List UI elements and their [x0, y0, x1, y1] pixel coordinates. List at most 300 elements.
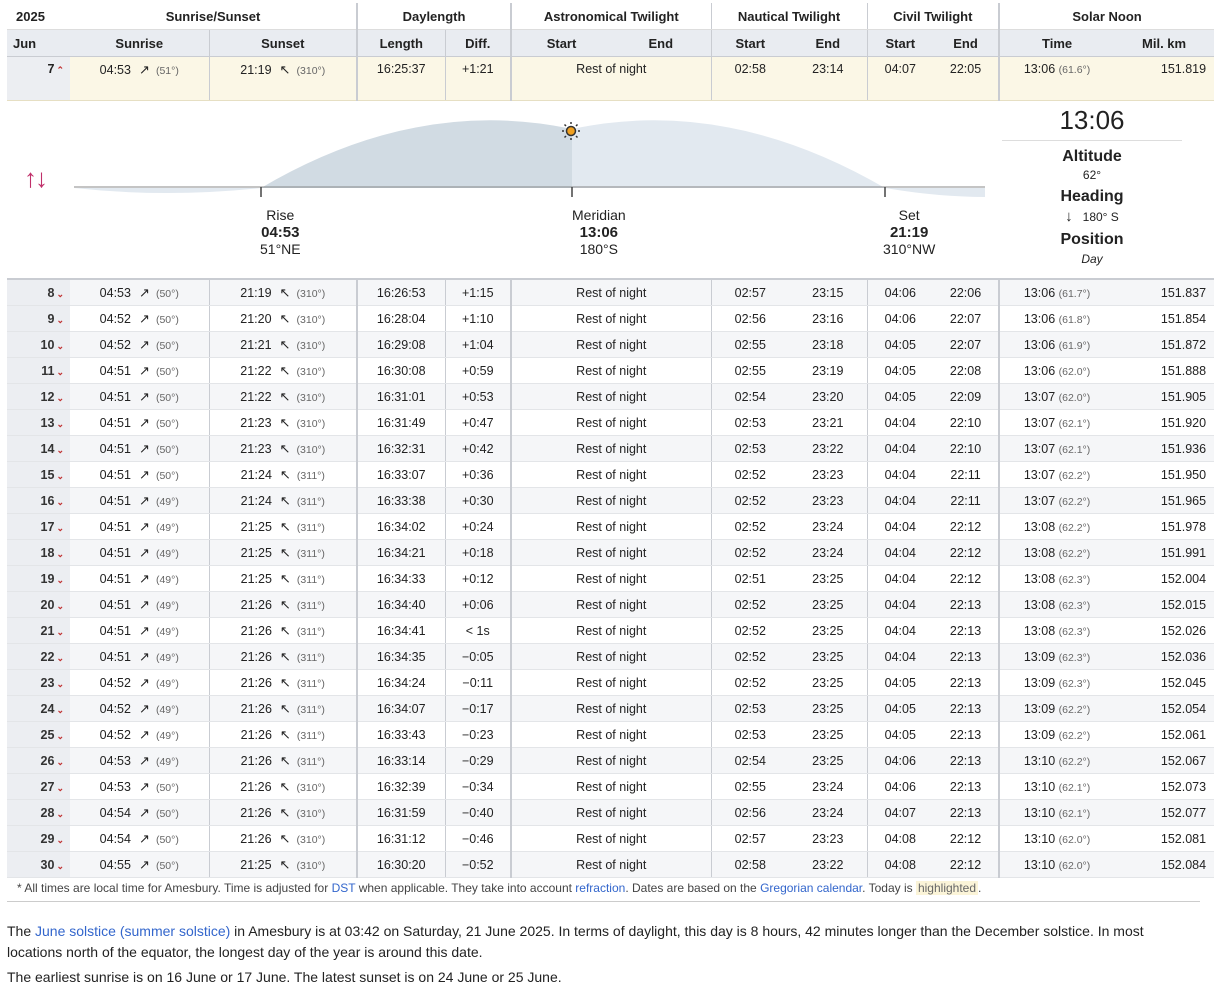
- expand-icon: ⌄: [56, 418, 64, 429]
- day-row[interactable]: [7, 592, 1214, 618]
- day-toggle[interactable]: [7, 774, 70, 800]
- distance-cell: 151.888: [1114, 358, 1214, 384]
- sunset-azimuth: (311°): [296, 677, 325, 690]
- day-row[interactable]: [7, 618, 1214, 644]
- sunset-cell: [209, 696, 357, 722]
- sunrise-azimuth: (51°): [155, 65, 179, 77]
- sunset-arrow-icon: ↖: [279, 648, 291, 664]
- day-row[interactable]: [7, 748, 1214, 774]
- sunset-azimuth: (310°): [296, 781, 326, 794]
- sunrise-arrow-icon: ↗: [138, 622, 150, 638]
- sunrise-time: 04:52: [99, 337, 131, 352]
- noon-altitude: (62.0°): [1058, 365, 1091, 378]
- day-row[interactable]: [7, 800, 1214, 826]
- day-number: 25: [40, 727, 55, 742]
- expand-icon: ⌄: [56, 340, 64, 351]
- day-toggle[interactable]: [7, 644, 70, 670]
- nautical-start-cell: 02:52: [711, 514, 789, 540]
- heading-label: Heading: [1060, 188, 1124, 205]
- day-toggle[interactable]: [7, 852, 70, 878]
- noon-cell: [999, 800, 1114, 826]
- sunrise-cell: [70, 540, 209, 566]
- sunrise-azimuth: (49°): [155, 521, 179, 534]
- noon-altitude: (62.1°): [1058, 417, 1091, 430]
- day-toggle[interactable]: [7, 410, 70, 436]
- sunrise-azimuth: (50°): [155, 313, 179, 326]
- day-toggle[interactable]: [7, 57, 70, 101]
- day-number: 7: [47, 62, 55, 76]
- diff-cell: +0:30: [445, 488, 511, 514]
- noon-cell: [999, 306, 1114, 332]
- day-toggle[interactable]: [7, 722, 70, 748]
- sunrise-arrow-icon: ↗: [138, 830, 150, 846]
- noon-altitude: (62.2°): [1058, 755, 1091, 768]
- distance-cell: 152.077: [1114, 800, 1214, 826]
- footnote-text: [17, 881, 981, 895]
- noon-cell: [999, 514, 1114, 540]
- day-row[interactable]: [7, 644, 1214, 670]
- nautical-start-cell: 02:57: [711, 279, 789, 306]
- noon-altitude: (62.2°): [1058, 521, 1091, 534]
- day-row[interactable]: [7, 488, 1214, 514]
- sunset-azimuth: (310°): [296, 833, 326, 846]
- sunrise-col-header: Sunrise: [70, 30, 209, 57]
- day-toggle[interactable]: [7, 332, 70, 358]
- nautical-start-cell: 02:56: [711, 800, 789, 826]
- day-toggle[interactable]: [7, 540, 70, 566]
- civil-start-cell: 04:05: [867, 670, 933, 696]
- sunset-time: 21:26: [240, 649, 272, 664]
- civil-start-cell: 04:05: [867, 722, 933, 748]
- noon-altitude: (62.2°): [1058, 495, 1091, 508]
- sunset-arrow-icon: ↖: [279, 284, 291, 300]
- noon-cell: [999, 774, 1114, 800]
- length-cell: 16:33:38: [357, 488, 445, 514]
- day-toggle[interactable]: [7, 696, 70, 722]
- length-cell: 16:34:07: [357, 696, 445, 722]
- nautical-start-header: Start: [711, 30, 789, 57]
- set-direction: 310°NW: [883, 241, 936, 257]
- day-toggle[interactable]: [7, 592, 70, 618]
- day-row[interactable]: [7, 384, 1214, 410]
- distance-cell: 152.061: [1114, 722, 1214, 748]
- noon-cell: [999, 540, 1114, 566]
- meridian-label-group: [572, 207, 626, 258]
- day-row[interactable]: [7, 826, 1214, 852]
- diff-cell: +0:36: [445, 462, 511, 488]
- noon-time: 13:07: [1023, 441, 1056, 456]
- sunrise-azimuth: (50°): [155, 391, 179, 404]
- noon-time: 13:07: [1023, 415, 1056, 430]
- expand-icon: ⌄: [56, 626, 64, 637]
- noon-altitude: (62.1°): [1058, 443, 1091, 456]
- nautical-end-cell: 23:16: [789, 306, 867, 332]
- astro-cell: Rest of night: [511, 540, 711, 566]
- sunset-time: 21:23: [240, 441, 272, 456]
- sunrise-azimuth: (49°): [155, 599, 179, 612]
- nautical-end-cell: 23:25: [789, 670, 867, 696]
- sunset-cell: [209, 540, 357, 566]
- noon-cell: [999, 670, 1114, 696]
- set-label: Set: [898, 207, 920, 223]
- june-solstice-link[interactable]: June solstice (summer solstice): [35, 923, 231, 939]
- diff-cell: −0:29: [445, 748, 511, 774]
- dst-link[interactable]: DST: [331, 881, 356, 895]
- footnote-part: . Dates are based on the: [625, 881, 761, 895]
- day-number: 12: [40, 389, 55, 404]
- sunset-time: 21:26: [240, 623, 272, 638]
- sunset-time: 21:22: [240, 363, 272, 378]
- day-row[interactable]: [7, 722, 1214, 748]
- nautical-end-cell: 23:25: [789, 592, 867, 618]
- noon-time: 13:06: [1023, 62, 1056, 76]
- distance-cell: 152.004: [1114, 566, 1214, 592]
- astro-cell: Rest of night: [511, 306, 711, 332]
- noon-cell: [999, 57, 1114, 101]
- noon-time: 13:09: [1023, 675, 1056, 690]
- sunrise-cell: [70, 826, 209, 852]
- nautical-end-cell: 23:19: [789, 358, 867, 384]
- day-row[interactable]: [7, 306, 1214, 332]
- sunrise-time: 04:52: [99, 727, 131, 742]
- noon-time: 13:09: [1023, 701, 1056, 716]
- noon-altitude: (61.9°): [1058, 339, 1091, 352]
- sun-path-fill-afternoon: [572, 120, 985, 197]
- length-cell: 16:34:33: [357, 566, 445, 592]
- sunrise-time: 04:51: [99, 649, 131, 664]
- expand-icon: ⌄: [56, 366, 64, 377]
- nautical-end-cell: 23:25: [789, 696, 867, 722]
- noon-cell: [999, 436, 1114, 462]
- diff-cell: +1:04: [445, 332, 511, 358]
- sunset-cell: [209, 592, 357, 618]
- heading-arrow-icon: ↓: [1065, 208, 1073, 225]
- nautical-end-cell: 23:22: [789, 852, 867, 878]
- day-toggle[interactable]: [7, 358, 70, 384]
- sunrise-cell: [70, 774, 209, 800]
- distance-cell: 152.081: [1114, 826, 1214, 852]
- sunrise-arrow-icon: ↗: [138, 440, 150, 456]
- sunrise-arrow-icon: ↗: [138, 336, 150, 352]
- day-toggle[interactable]: [7, 488, 70, 514]
- day-row[interactable]: [7, 696, 1214, 722]
- nautical-start-cell: 02:54: [711, 748, 789, 774]
- distance-cell: 151.872: [1114, 332, 1214, 358]
- sunset-time: 21:26: [240, 753, 272, 768]
- day-number: 26: [40, 753, 55, 768]
- diff-cell: −0:46: [445, 826, 511, 852]
- altitude-value: 62°: [1082, 168, 1102, 182]
- expand-icon: ⌄: [56, 652, 64, 663]
- day-toggle[interactable]: [7, 384, 70, 410]
- length-cell: 16:31:01: [357, 384, 445, 410]
- civil-start-cell: 04:05: [867, 696, 933, 722]
- sunrise-cell: [70, 696, 209, 722]
- noon-cell: [999, 722, 1114, 748]
- noon-altitude: (61.8°): [1058, 313, 1091, 326]
- day-row[interactable]: [7, 670, 1214, 696]
- civil-start-cell: 04:06: [867, 279, 933, 306]
- noon-cell: [999, 852, 1114, 878]
- day-row[interactable]: [7, 332, 1214, 358]
- length-cell: 16:29:08: [357, 332, 445, 358]
- sunrise-arrow-icon: ↗: [138, 492, 150, 508]
- day-row[interactable]: [7, 774, 1214, 800]
- civil-end-cell: 22:08: [933, 358, 999, 384]
- sunrise-time: 04:51: [99, 363, 131, 378]
- diff-cell: +0:59: [445, 358, 511, 384]
- meridian-direction: 180°S: [579, 241, 618, 257]
- day-row[interactable]: [7, 540, 1214, 566]
- nautical-end-cell: 23:22: [789, 436, 867, 462]
- sunrise-azimuth: (49°): [155, 625, 179, 638]
- civil-start-cell: 04:04: [867, 514, 933, 540]
- day-toggle[interactable]: [7, 748, 70, 774]
- noon-cell: [999, 644, 1114, 670]
- position-value: Day: [1081, 252, 1103, 266]
- length-cell: 16:34:35: [357, 644, 445, 670]
- sunrise-azimuth: (50°): [155, 859, 179, 872]
- civil-end-cell: 22:11: [933, 488, 999, 514]
- diff-cell: +0:47: [445, 410, 511, 436]
- sunset-cell: [209, 618, 357, 644]
- day-toggle[interactable]: [7, 800, 70, 826]
- length-cell: 16:28:04: [357, 306, 445, 332]
- astro-end-header: End: [611, 30, 711, 57]
- sunset-time: 21:19: [240, 285, 272, 300]
- day-row[interactable]: [7, 410, 1214, 436]
- nautical-start-cell: 02:53: [711, 410, 789, 436]
- sunset-cell: [209, 800, 357, 826]
- distance-cell: 151.920: [1114, 410, 1214, 436]
- length-cell: 16:33:14: [357, 748, 445, 774]
- civil-end-cell: 22:05: [933, 57, 999, 101]
- sunset-arrow-icon: ↖: [279, 362, 291, 378]
- day-toggle[interactable]: [7, 279, 70, 306]
- sunset-arrow-icon: ↖: [279, 804, 291, 820]
- noon-altitude: (62.3°): [1058, 677, 1091, 690]
- diff-cell: −0:34: [445, 774, 511, 800]
- expand-icon: ⌄: [56, 782, 64, 793]
- day-toggle[interactable]: [7, 462, 70, 488]
- sunrise-arrow-icon: ↗: [138, 310, 150, 326]
- civil-start-cell: 04:07: [867, 800, 933, 826]
- sunset-azimuth: (311°): [296, 495, 325, 508]
- sunset-time: 21:26: [240, 727, 272, 742]
- day-row[interactable]: [7, 566, 1214, 592]
- distance-cell: 151.905: [1114, 384, 1214, 410]
- expand-icon: ⌄: [56, 704, 64, 715]
- day-number: 28: [40, 805, 55, 820]
- day-toggle[interactable]: [7, 826, 70, 852]
- astro-cell: Rest of night: [511, 800, 711, 826]
- expand-icon: ⌄: [56, 808, 64, 819]
- sunset-arrow-icon: ↖: [279, 466, 291, 482]
- today-row[interactable]: [7, 57, 1214, 101]
- diff-cell: +0:42: [445, 436, 511, 462]
- sunrise-cell: [70, 358, 209, 384]
- sunrise-cell: [70, 748, 209, 774]
- nautical-end-cell: 23:18: [789, 332, 867, 358]
- footnote-part: . Today is: [862, 881, 916, 895]
- diff-cell: +0:18: [445, 540, 511, 566]
- month-header: Jun: [7, 30, 70, 57]
- day-number: 13: [40, 415, 55, 430]
- astro-cell: Rest of night: [511, 358, 711, 384]
- day-number: 22: [40, 649, 55, 664]
- sunrise-time: 04:51: [99, 519, 131, 534]
- day-row[interactable]: [7, 852, 1214, 878]
- sunset-azimuth: (311°): [296, 573, 325, 586]
- civil-end-cell: 22:12: [933, 826, 999, 852]
- sort-toggle-icon[interactable]: ↑↓: [24, 163, 46, 193]
- civil-start-cell: 04:04: [867, 540, 933, 566]
- nautical-start-cell: 02:52: [711, 462, 789, 488]
- sunrise-time: 04:51: [99, 493, 131, 508]
- sunrise-arrow-icon: ↗: [138, 466, 150, 482]
- sunset-time: 21:26: [240, 597, 272, 612]
- length-cell: 16:32:31: [357, 436, 445, 462]
- nautical-end-header: End: [789, 30, 867, 57]
- sunset-time: 21:22: [240, 389, 272, 404]
- sunset-time: 21:26: [240, 779, 272, 794]
- civil-start-cell: 04:05: [867, 358, 933, 384]
- noon-time: 13:10: [1023, 857, 1056, 872]
- day-toggle[interactable]: [7, 436, 70, 462]
- distance-cell: 151.936: [1114, 436, 1214, 462]
- length-cell: 16:34:21: [357, 540, 445, 566]
- solar-noon-header: Solar Noon: [999, 3, 1214, 30]
- noon-cell: [999, 696, 1114, 722]
- sunrise-azimuth: (50°): [155, 807, 179, 820]
- diff-cell: −0:17: [445, 696, 511, 722]
- expand-icon: ⌄: [56, 574, 64, 585]
- length-cell: 16:26:53: [357, 279, 445, 306]
- civil-end-cell: 22:12: [933, 852, 999, 878]
- nautical-end-cell: 23:24: [789, 774, 867, 800]
- civil-end-cell: 22:12: [933, 514, 999, 540]
- refraction-link[interactable]: refraction: [575, 881, 626, 895]
- distance-cell: 152.015: [1114, 592, 1214, 618]
- noon-cell: [999, 592, 1114, 618]
- noon-altitude: (61.6°): [1058, 64, 1091, 76]
- diff-cell: +0:06: [445, 592, 511, 618]
- distance-cell: 151.978: [1114, 514, 1214, 540]
- sunset-cell: [209, 722, 357, 748]
- detail-row: [7, 101, 1214, 280]
- civil-start-cell: 04:08: [867, 852, 933, 878]
- noon-time: 13:09: [1023, 727, 1056, 742]
- day-number: 17: [40, 519, 55, 534]
- sunrise-cell: [70, 592, 209, 618]
- sunrise-time: 04:55: [99, 857, 131, 872]
- day-toggle[interactable]: [7, 514, 70, 540]
- expand-icon: ⌄: [56, 548, 64, 559]
- day-row[interactable]: [7, 358, 1214, 384]
- day-number: 10: [40, 337, 55, 352]
- nautical-start-cell: 02:52: [711, 592, 789, 618]
- day-row[interactable]: [7, 514, 1214, 540]
- nautical-end-cell: 23:25: [789, 722, 867, 748]
- nautical-start-cell: 02:55: [711, 332, 789, 358]
- sunset-arrow-icon: ↖: [279, 596, 291, 612]
- nautical-start-cell: 02:52: [711, 644, 789, 670]
- day-toggle[interactable]: [7, 618, 70, 644]
- sunset-cell: [209, 852, 357, 878]
- day-toggle[interactable]: [7, 306, 70, 332]
- nautical-end-cell: 23:23: [789, 488, 867, 514]
- distance-cell: 151.950: [1114, 462, 1214, 488]
- astronomical-twilight-header: Astronomical Twilight: [511, 3, 711, 30]
- civil-start-cell: 04:06: [867, 774, 933, 800]
- noon-cell: [999, 462, 1114, 488]
- noon-cell: [999, 358, 1114, 384]
- sunrise-azimuth: (50°): [155, 781, 179, 794]
- diff-cell: +1:10: [445, 306, 511, 332]
- astro-cell: Rest of night: [511, 696, 711, 722]
- gregorian-calendar-link[interactable]: Gregorian calendar: [760, 881, 863, 895]
- day-number: 9: [47, 311, 55, 326]
- sunrise-time: 04:51: [99, 545, 131, 560]
- rise-time: 04:53: [261, 224, 300, 241]
- sunset-azimuth: (310°): [296, 807, 326, 820]
- day-row[interactable]: [7, 279, 1214, 306]
- expand-icon: ⌄: [56, 314, 64, 325]
- astro-cell: Rest of night: [511, 748, 711, 774]
- noon-time: 13:08: [1023, 519, 1056, 534]
- nautical-start-cell: 02:53: [711, 722, 789, 748]
- astro-cell: Rest of night: [511, 436, 711, 462]
- noon-time: 13:06: [1023, 337, 1056, 352]
- sunrise-arrow-icon: ↗: [138, 752, 150, 768]
- sunrise-arrow-icon: ↗: [138, 596, 150, 612]
- sunrise-cell: [70, 618, 209, 644]
- sunset-azimuth: (311°): [296, 651, 325, 664]
- sunset-arrow-icon: ↖: [279, 856, 291, 872]
- noon-time: 13:10: [1023, 753, 1056, 768]
- noon-time: 13:09: [1023, 649, 1056, 664]
- sunrise-cell: [70, 279, 209, 306]
- day-number: 8: [47, 285, 55, 300]
- noon-cell: [999, 279, 1114, 306]
- sunset-arrow-icon: ↖: [279, 622, 291, 638]
- sunrise-time: 04:51: [99, 415, 131, 430]
- nautical-start-cell: 02:53: [711, 436, 789, 462]
- day-row[interactable]: [7, 436, 1214, 462]
- distance-cell: 152.036: [1114, 644, 1214, 670]
- sunset-time: 21:21: [240, 337, 272, 352]
- sunset-time: 21:25: [240, 571, 272, 586]
- distance-cell: 152.067: [1114, 748, 1214, 774]
- sunrise-arrow-icon: ↗: [138, 674, 150, 690]
- sunrise-time: 04:54: [99, 805, 131, 820]
- sunset-arrow-icon: ↖: [279, 440, 291, 456]
- day-row[interactable]: [7, 462, 1214, 488]
- current-time: 13:06: [1002, 105, 1182, 141]
- sunrise-arrow-icon: ↗: [138, 726, 150, 742]
- diff-cell: −0:52: [445, 852, 511, 878]
- day-toggle[interactable]: [7, 670, 70, 696]
- astro-cell: Rest of night: [511, 644, 711, 670]
- expand-icon: ⌄: [56, 860, 64, 871]
- noon-altitude: (62.0°): [1058, 391, 1091, 404]
- distance-cell: 152.045: [1114, 670, 1214, 696]
- sunrise-arrow-icon: ↗: [138, 570, 150, 586]
- noon-time: 13:06: [1023, 285, 1056, 300]
- civil-start-cell: 04:04: [867, 462, 933, 488]
- day-toggle[interactable]: [7, 566, 70, 592]
- civil-end-cell: 22:13: [933, 722, 999, 748]
